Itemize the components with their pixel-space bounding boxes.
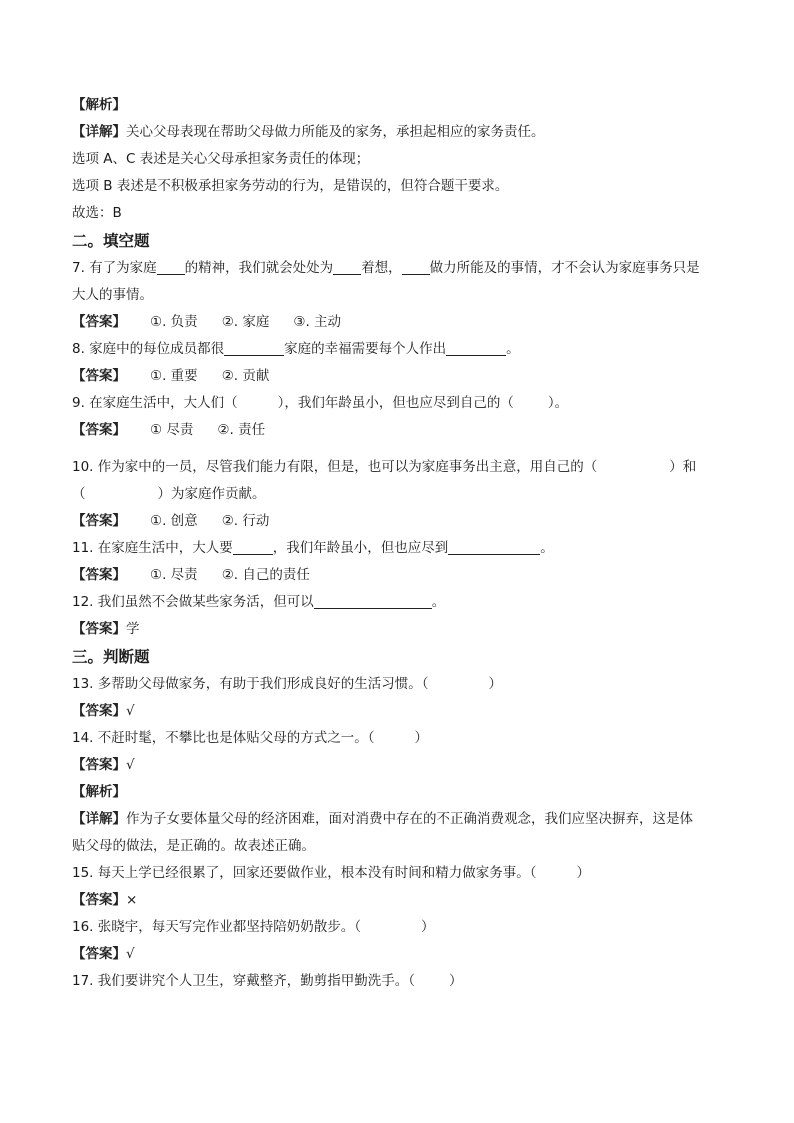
- section-2-title: 二。填空题: [72, 232, 150, 250]
- q13-question: 13. 多帮助父母做家务，有助于我们形成良好的生活习惯。（ ）: [72, 676, 503, 692]
- q14-question: 14. 不赶时髦，不攀比也是体贴父母的方式之一。（ ）: [72, 730, 429, 746]
- q14-answer: 【答案】√: [72, 757, 135, 773]
- document-page: [72, 92, 732, 995]
- q9-answer: 【答案】 ① 尽责 ②. 责任: [72, 422, 266, 438]
- q8-question: 8. 家庭中的每位成员都很 家庭的幸福需要每个人作出 。: [72, 341, 520, 357]
- q7-answer: 【答案】 ①. 负责 ②. 家庭 ③. 主动: [72, 314, 342, 330]
- intro-line-4: 故选：B: [72, 205, 122, 221]
- q12-answer: 【答案】学: [72, 621, 140, 637]
- section-3-title: 三。判断题: [72, 648, 150, 666]
- q7-blank-3: [402, 258, 430, 275]
- intro-line-2: 选项 A、C 表述是关心父母承担家务责任的体现；: [72, 151, 370, 167]
- q11-blank-2: [448, 538, 540, 555]
- q7-line-1: 7. 有了为家庭 的精神，我们就会处处为 着想， 做力所能及的事情，才不会认为家庭事务只是: [72, 260, 700, 276]
- analysis-heading: 【解析】: [72, 97, 126, 113]
- q8-blank-1: [224, 339, 284, 356]
- q16-answer: 【答案】√: [72, 946, 135, 962]
- q7-line-2: 大人的事情。: [72, 287, 153, 303]
- q11-blank-1: [233, 538, 273, 555]
- q8-blank-2: [446, 339, 506, 356]
- q13-answer: 【答案】√: [72, 703, 135, 719]
- q10-line-2: （ ）为家庭作贡献。: [72, 486, 266, 502]
- q12-question: 12. 我们虽然不会做某些家务活，但可以 。: [72, 594, 446, 610]
- q8-answer: 【答案】 ①. 重要 ②. 贡献: [72, 368, 270, 384]
- q15-question: 15. 每天上学已经很累了，回家还要做作业，根本没有时间和精力做家务事。（ ）: [72, 865, 591, 881]
- q17-question: 17. 我们要讲究个人卫生，穿戴整齐，勤剪指甲勤洗手。（ ）: [72, 973, 463, 989]
- q12-blank: [314, 592, 432, 609]
- q7-blank-1: [157, 258, 185, 275]
- q14-detail-1: 【详解】作为子女要体量父母的经济困难，面对消费中存在的不正确消费观念，我们应坚决摒弃，这是体: [72, 811, 693, 827]
- q11-answer: 【答案】 ①. 尽责 ②. 自己的责任: [72, 567, 310, 583]
- q16-question: 16. 张晓宇，每天写完作业都坚持陪奶奶散步。（ ）: [72, 919, 435, 935]
- q10-answer: 【答案】 ①. 创意 ②. 行动: [72, 513, 270, 529]
- q7-blank-2: [333, 258, 361, 275]
- intro-line-3: 选项 B 表述是不积极承担家务劳动的行为，是错误的，但符合题干要求。: [72, 178, 509, 194]
- q9-question: 9. 在家庭生活中，大人们（ ），我们年龄虽小，但也应尽到自己的（ ）。: [72, 395, 569, 411]
- q15-answer: 【答案】×: [72, 892, 138, 908]
- q14-analysis-heading: 【解析】: [72, 784, 126, 800]
- intro-detail: 【详解】关心父母表现在帮助父母做力所能及的家务，承担起相应的家务责任。: [72, 124, 545, 140]
- q11-question: 11. 在家庭生活中，大人要 ，我们年龄虽小，但也应尽到 。: [72, 540, 554, 556]
- q14-detail-2: 贴父母的做法，是正确的。故表述正确。: [72, 838, 315, 854]
- q10-line-1: 10. 作为家中的一员，尽管我们能力有限，但是，也可以为家庭事务出主意，用自己的（ ）和: [72, 459, 697, 475]
